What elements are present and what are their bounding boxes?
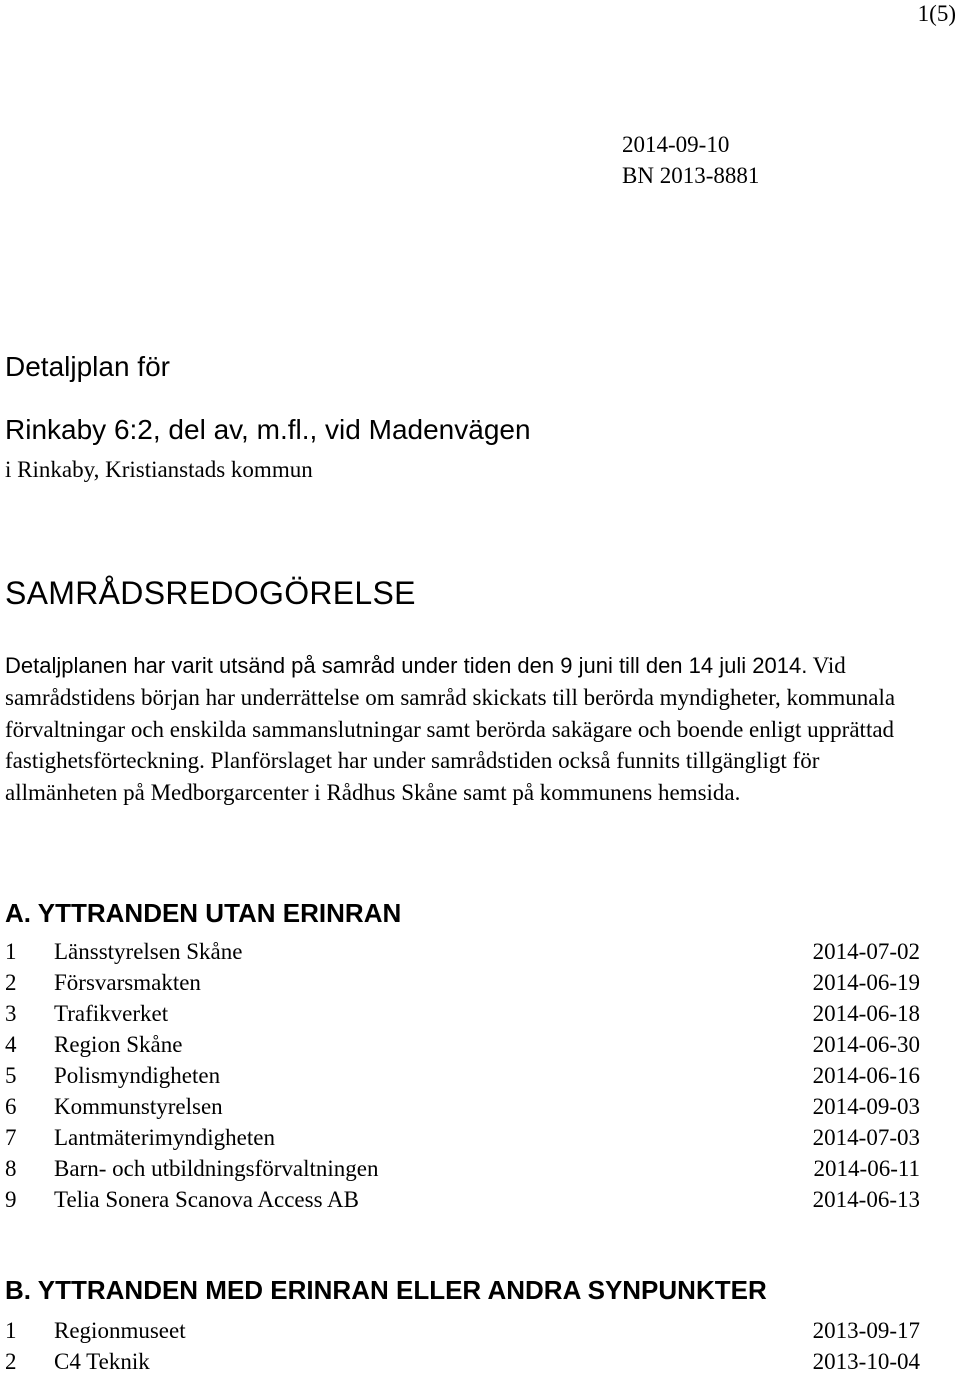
item-number: 4	[5, 1032, 17, 1057]
item-name: Försvarsmakten	[54, 970, 201, 995]
item-date: 2014-06-30	[812, 1032, 920, 1057]
item-number: 5	[5, 1063, 17, 1088]
list-item	[5, 1346, 920, 1377]
plan-location: i Rinkaby, Kristianstads kommun	[5, 457, 313, 482]
item-date: 2013-10-04	[812, 1349, 920, 1374]
intro-serif-text: Vid samrådstidens början har underrättelse om samråd skickats till berörda myndigheter, kommunala förvaltningar och enskilda sammanslutningar samt berörda sakägare och boende enligt upprättad fastighetsförteckning. Planförslaget har under samrådstiden också funnits tillgängligt för allmänheten på Medborgarcenter i Rådhus Skåne samt på kommunens hemsida.	[5, 653, 896, 806]
list-item	[5, 1315, 920, 1346]
list-item	[5, 998, 920, 1029]
item-name: Länsstyrelsen Skåne	[54, 939, 243, 964]
plan-title-line1: Detaljplan för	[5, 351, 170, 382]
document-heading: SAMRÅDSREDOGÖRELSE	[5, 575, 416, 611]
item-name: Regionmuseet	[54, 1318, 186, 1343]
page-number: 1(5)	[917, 1, 956, 26]
item-date: 2013-09-17	[812, 1318, 920, 1343]
list-item	[5, 1060, 920, 1091]
list-item	[5, 1184, 920, 1215]
item-name: Telia Sonera Scanova Access AB	[54, 1187, 359, 1212]
item-number: 3	[5, 1001, 17, 1026]
item-name: C4 Teknik	[54, 1349, 150, 1374]
list-item	[5, 967, 920, 998]
item-number: 9	[5, 1187, 17, 1212]
item-number: 2	[5, 970, 17, 995]
item-name: Polismyndigheten	[54, 1063, 221, 1088]
document-meta	[622, 129, 759, 191]
item-name: Region Skåne	[54, 1032, 183, 1057]
item-date: 2014-06-13	[812, 1187, 920, 1212]
item-number: 1	[5, 1318, 17, 1343]
list-item	[5, 1122, 920, 1153]
item-date: 2014-07-02	[812, 939, 920, 964]
section-a-list	[5, 936, 920, 1215]
section-b-list	[5, 1315, 920, 1377]
list-item	[5, 1029, 920, 1060]
item-number: 8	[5, 1156, 17, 1181]
item-number: 2	[5, 1349, 17, 1374]
list-item	[5, 936, 920, 967]
item-number: 7	[5, 1125, 17, 1150]
list-item	[5, 1091, 920, 1122]
item-date: 2014-07-03	[812, 1125, 920, 1150]
item-name: Barn- och utbildningsförvaltningen	[54, 1156, 379, 1181]
intro-sans-text: Detaljplanen har varit utsänd på samråd under tiden den 9 juni till den 14 juli 2014.	[5, 653, 808, 678]
item-date: 2014-06-11	[813, 1156, 920, 1181]
document-date: 2014-09-10	[622, 132, 730, 157]
item-date: 2014-06-18	[812, 1001, 920, 1026]
section-a-heading: A. YTTRANDEN UTAN ERINRAN	[5, 898, 402, 928]
section-b-heading: B. YTTRANDEN MED ERINRAN ELLER ANDRA SYNPUNKTER	[5, 1275, 767, 1305]
item-date: 2014-06-16	[812, 1063, 920, 1088]
intro-paragraph	[5, 650, 935, 809]
item-number: 1	[5, 939, 17, 964]
item-name: Kommunstyrelsen	[54, 1094, 223, 1119]
item-number: 6	[5, 1094, 17, 1119]
item-date: 2014-06-19	[812, 970, 920, 995]
item-name: Lantmäterimyndigheten	[54, 1125, 275, 1150]
list-item	[5, 1153, 920, 1184]
case-number: BN 2013-8881	[622, 163, 760, 188]
plan-title-line2: Rinkaby 6:2, del av, m.fl., vid Madenvägen	[5, 414, 531, 445]
item-name: Trafikverket	[54, 1001, 169, 1026]
item-date: 2014-09-03	[812, 1094, 920, 1119]
